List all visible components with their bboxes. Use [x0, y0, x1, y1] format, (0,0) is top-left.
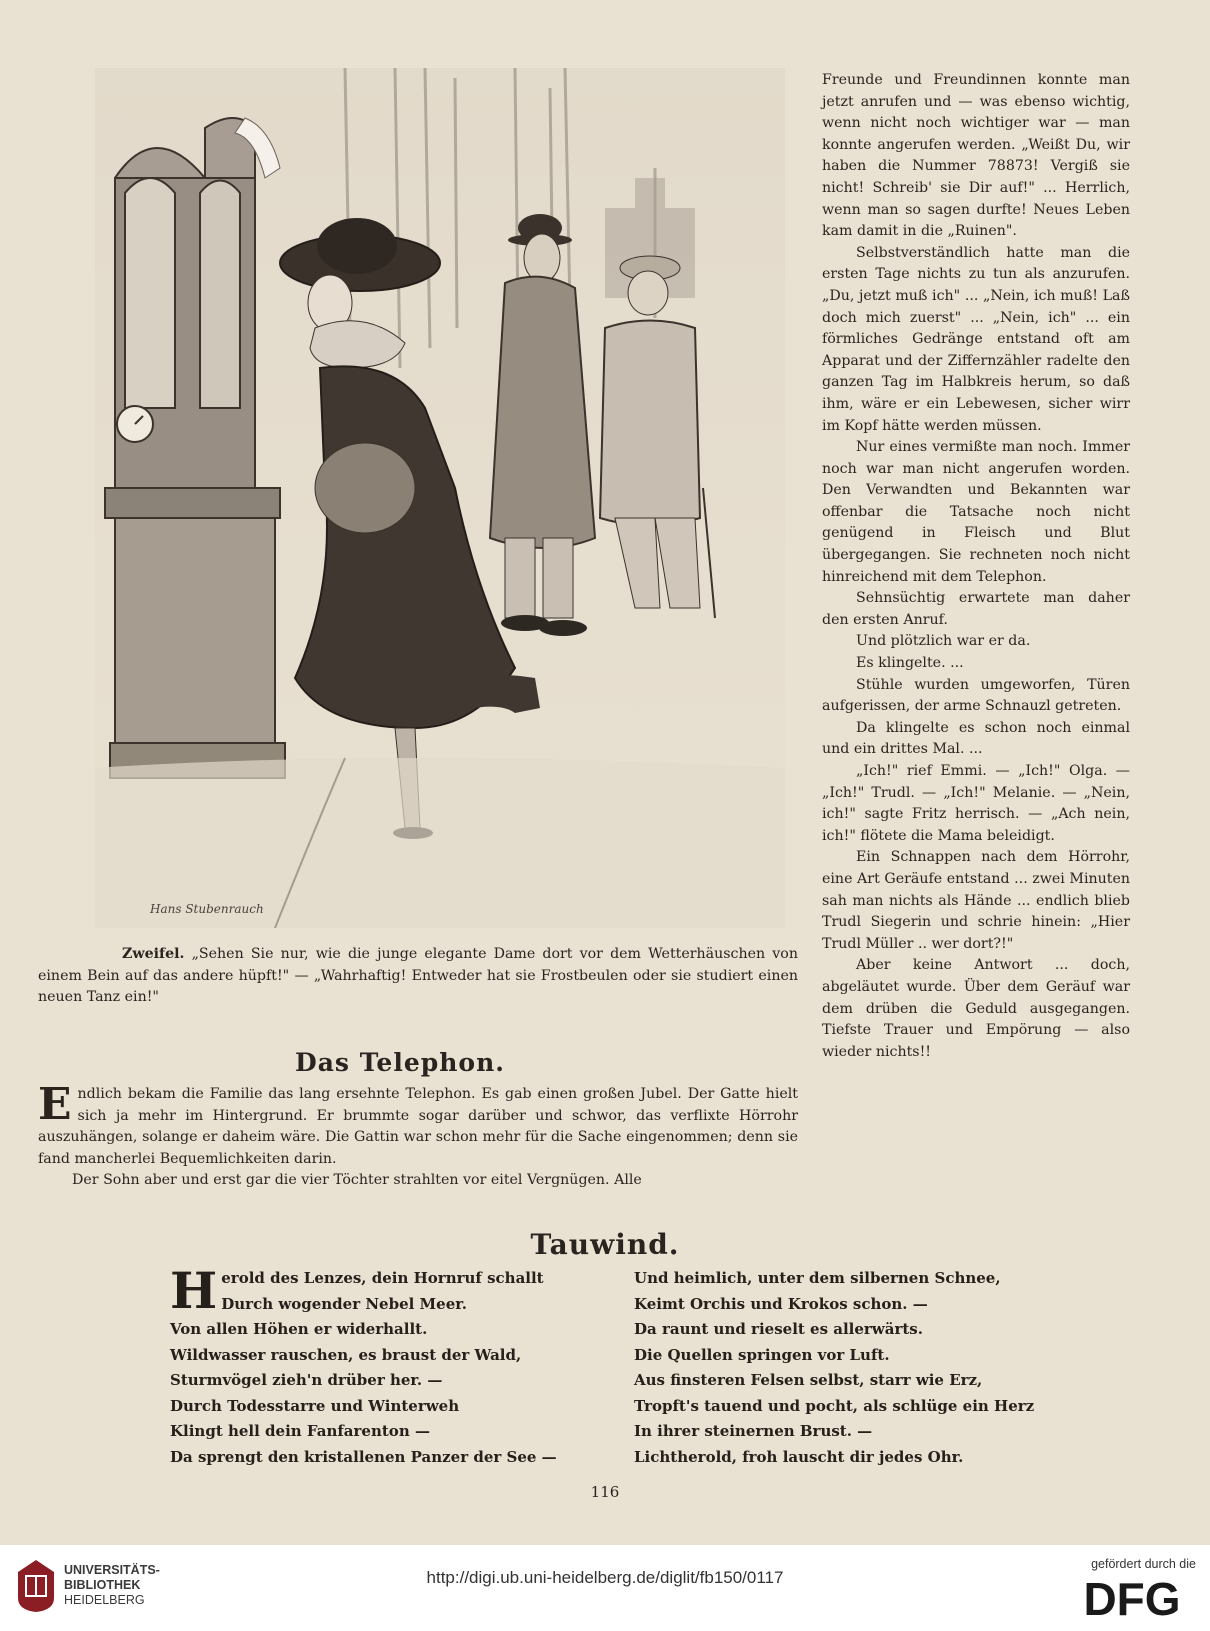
right-column-paragraph: Freunde und Freundinnen konnte man jetzt anrufen und — was ebenso wichtig, wenn nicht noch wichtiger war — man konnte angerufen werden. „Weißt Du, wir haben die Nummer 78873! Vergiß sie nicht! Schreib' sie Dir auf!" ... Herrlich, wenn man so sagen durfte! Neues Leben kam damit in die „Ruinen". — [822, 72, 1130, 240]
poem-right-stanza — [634, 1266, 1034, 1470]
dfg-logo — [1072, 1575, 1192, 1621]
poem-line: Wildwasser rauschen, es braust der Wald, — [170, 1345, 522, 1364]
poem-line: Und heimlich, unter dem silbernen Schnee, — [634, 1269, 1001, 1287]
funding-label: gefördert durch die — [1091, 1557, 1196, 1571]
poem-line: Da raunt und rieselt es allerwärts. — [634, 1320, 923, 1338]
poem-line: Tropft's tauend und pocht, als schlüge ein Herz — [634, 1396, 1035, 1415]
article-body — [38, 1079, 798, 1192]
right-column-paragraph: Sehnsüchtig erwartete man daher den ersten Anruf. — [822, 590, 1130, 628]
source-url-link[interactable]: http://digi.ub.uni-heidelberg.de/diglit/fb150/0117 — [426, 1568, 784, 1587]
right-column-paragraph: Aber keine Antwort ... doch, abgeläutet wurde. Über dem Geräuf war dem drüben die Geduld ausgegangen. Tiefste Trauer und Empörung — also wieder nichts!! — [822, 957, 1130, 1060]
poem-line: Von allen Höhen er widerhallt. — [170, 1320, 428, 1338]
right-column-paragraph: Nur eines vermißte man noch. Immer noch war man nicht angerufen worden. Den Verwandten und Bekannten war offenbar die Tatsache noch nicht genügend in Fleisch und Blut übergegangen. Sie rechneten noch nicht hinreichend mit dem Telephon. — [822, 439, 1130, 585]
poem-line: Lichtherold, froh lauscht dir jedes Ohr. — [634, 1447, 964, 1466]
poem-left-stanza — [170, 1261, 557, 1470]
right-column-paragraph: Es klingelte. ... — [856, 655, 964, 672]
right-column-paragraph: Stühle wurden umgeworfen, Türen aufgerissen, der arme Schnauzl getreten. — [822, 676, 1130, 715]
caption-label: Zweifel. — [122, 946, 185, 962]
svg-text:DFG: DFG — [1083, 1575, 1181, 1621]
right-column-paragraph: Ein Schnappen nach dem Hörrohr, eine Art Geräufe entstand ... zwei Minuten sah man nichts als Hände ... endlich blieb Trudl Siegerin und schrie hinein: „Hier Trudl Müller .. wer dort?!" — [822, 849, 1130, 952]
right-column-paragraph: Und plötzlich war er da. — [856, 633, 1031, 650]
university-name: UNIVERSITÄTS- BIBLIOTHEK HEIDELBERG — [64, 1563, 160, 1607]
poem-line: Da sprengt den kristallenen Panzer der See — — [170, 1447, 557, 1466]
poem-line: Die Quellen springen vor Luft. — [634, 1345, 890, 1364]
right-column-text — [822, 70, 1130, 1063]
poem-left-lines — [170, 1261, 557, 1470]
poem-line: Durch wogender Nebel Meer. — [221, 1294, 467, 1313]
caption-text: „Sehen Sie nur, wie die junge elegante Dame dort vor dem Wetterhäuschen von einem Bein auf das andere hüpft!" — „Wahrhaftig! Entweder hat sie Frostbeulen oder sie studiert einen neuen Tanz ein!" — [38, 946, 798, 1006]
article-title: Das Telephon. — [295, 1048, 505, 1077]
right-column-paragraph: „Ich!" rief Emmi. — „Ich!" Olga. — „Ich!" Trudl. — „Ich!" Melanie. — „Nein, ich!" sagte Fritz herrisch. — „Ach nein, ich!" flötete die Mama beleidigt. — [822, 763, 1130, 844]
page-number: 116 — [590, 1483, 620, 1501]
poem-line: erold des Lenzes, dein Hornruf schallt — [221, 1269, 544, 1287]
poem-drop-cap: H — [170, 1261, 218, 1320]
poem-line: Durch Todesstarre und Winterweh — [170, 1396, 460, 1415]
illustration-signature: Hans Stubenrauch — [150, 902, 264, 916]
poem-line: Sturmvögel zieh'n drüber her. — — [170, 1371, 443, 1389]
article-paragraph-2: Der Sohn aber und erst gar die vier Töchter strahlten vor eitel Vergnügen. Alle — [72, 1172, 642, 1189]
poem-line: Klingt hell dein Fanfarenton — — [170, 1422, 430, 1440]
poem-line: In ihrer steinernen Brust. — — [634, 1422, 873, 1440]
article-paragraph-1: Endlich bekam die Familie das lang ersehnte Telephon. Es gab einen großen Jubel. Der Gatte hielt sich ja mehr im Hintergrund. Er brummte sogar darüber und schwor, das verflixte Hörrohr auszuhängen, solange er daheim wäre. Die Gattin war schon mehr für die Sache eingenommen; denn sie fand mancherlei Bequemlichkeiten darin. — [38, 1079, 798, 1167]
poem-title: Tauwind. — [530, 1228, 680, 1261]
article-drop-cap: E — [38, 1079, 72, 1130]
footer-bar — [0, 1545, 1210, 1631]
poem-line: Aus finsteren Felsen selbst, starr wie Erz, — [634, 1371, 983, 1389]
poem-line: Keimt Orchis und Krokos schon. — — [634, 1294, 928, 1313]
right-column-paragraph: Da klingelte es schon noch einmal und ein drittes Mal. ... — [822, 719, 1130, 758]
illustration — [95, 68, 785, 928]
right-column-paragraph: Selbstverständlich hatte man die ersten Tage nichts zu tun als anzurufen. „Du, jetzt muß ich" ... „Nein, ich muß! Laß doch mich zuerst" ... „Nein, ich" ... ein förmliches Gedränge entstand oft am Apparat und der Ziffernzähler radelte den ganzen Tag im Halbkreis herum, so daß ihm, wäre er ein Lebewesen, sicher wirr im Kopf hätte werden müssen. — [822, 244, 1130, 434]
illustration-caption — [38, 944, 798, 1009]
